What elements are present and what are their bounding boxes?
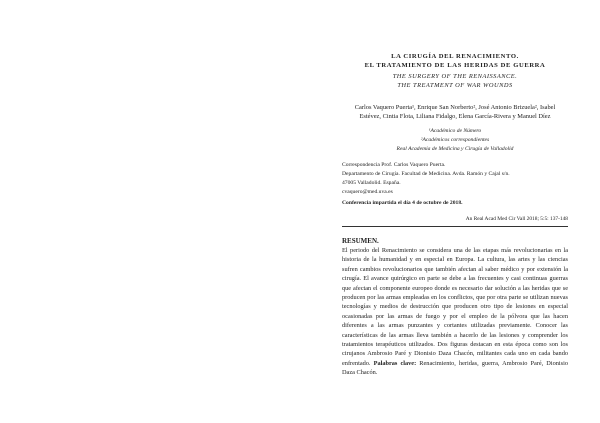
affiliation-line-2: ²Académicos correspondientes (420, 137, 490, 143)
correspondence-block (342, 161, 568, 197)
keywords-text: Renacimiento, heridas, guerra, Ambrosio Paré, Dionisio Daza Chacón. (342, 359, 568, 377)
correspondence-line-1: Correspondencia Prof. Carlos Vaquero Puerta. (342, 162, 446, 168)
title-line-1: LA CIRUGÍA DEL RENACIMIENTO. (391, 53, 519, 60)
title-en-line-2: THE TREATMENT OF WAR WOUNDS (397, 82, 513, 89)
correspondence-line-3: 47005 Valladolid. España. (342, 180, 401, 186)
abstract-heading: RESUMEN. (342, 237, 379, 245)
author-list (342, 103, 568, 121)
divider (342, 226, 568, 227)
title-line-2: EL TRATAMIENTO DE LAS HERIDAS DE GUERRA (364, 62, 546, 69)
article-title-english (342, 72, 568, 90)
keywords-label: Palabras clave: (373, 359, 417, 367)
affiliation-line-1: ¹Académico de Número (428, 128, 482, 134)
document-page (342, 0, 568, 423)
authors-line-1: Carlos Vaquero Puerta¹, Enrique San Norberto², José Antonio Brizuela², Isabel (354, 104, 556, 111)
affiliations (342, 127, 568, 154)
correspondence-line-2: Departamento de Cirugía. Facultad de Medicina. Avda. Ramón y Cajal s/n. (342, 171, 510, 177)
title-en-line-1: THE SURGERY OF THE RENAISSANCE. (392, 73, 518, 80)
conference-note: Conferencia impartida el día 4 de octubre de 2018. (342, 200, 463, 206)
correspondence-email: cvaquero@med.uva.es (342, 189, 393, 195)
affiliation-line-3: Real Academia de Medicina y Cirugía de Valladolid (396, 146, 514, 152)
authors-line-2: Estévez, Cintia Flota, Liliana Fidalgo, Elena García-Rivera y Manuel Díez (359, 113, 551, 120)
article-title (342, 52, 568, 70)
journal-citation: An Real Acad Med Cir Vall 2018; 5:5: 137-148 (465, 216, 568, 222)
abstract-text: El periodo del Renacimiento se considera una de las etapas más revolucionarias en la historia de la humanidad y en especial en Europa. La cultura, las artes y las ciencias sufren cambios revolucionarios que también afectan al saber médico y por extensión la cirugía. El avance quirúrgico en parte se debe a las frecuentes y casi continuas guerras que afectan el componente europeo donde es necesario dar solución a las heridas que se producen por las armas empleadas en los conflictos, que por otra parte se utilizan nuevas tecnologías y medios de destrucción que producen otro tipo de lesiones en especial ocasionadas por las armas de fuego y por el empleo de la pólvora que las hacen diferentes a las armas punzantes y cortantes utilizadas previamente. Conocer las características de las armas lleva también a hacerlo de las lesiones y comprender los tratamientos terapéuticos utilizados. Dos figuras destacan en esta época como son los cirujanos Ambrosio Paré y Dionisio Daza Chacón, militantes cada uno en cada bando enfrentado. (342, 247, 568, 367)
abstract-body (342, 246, 568, 378)
